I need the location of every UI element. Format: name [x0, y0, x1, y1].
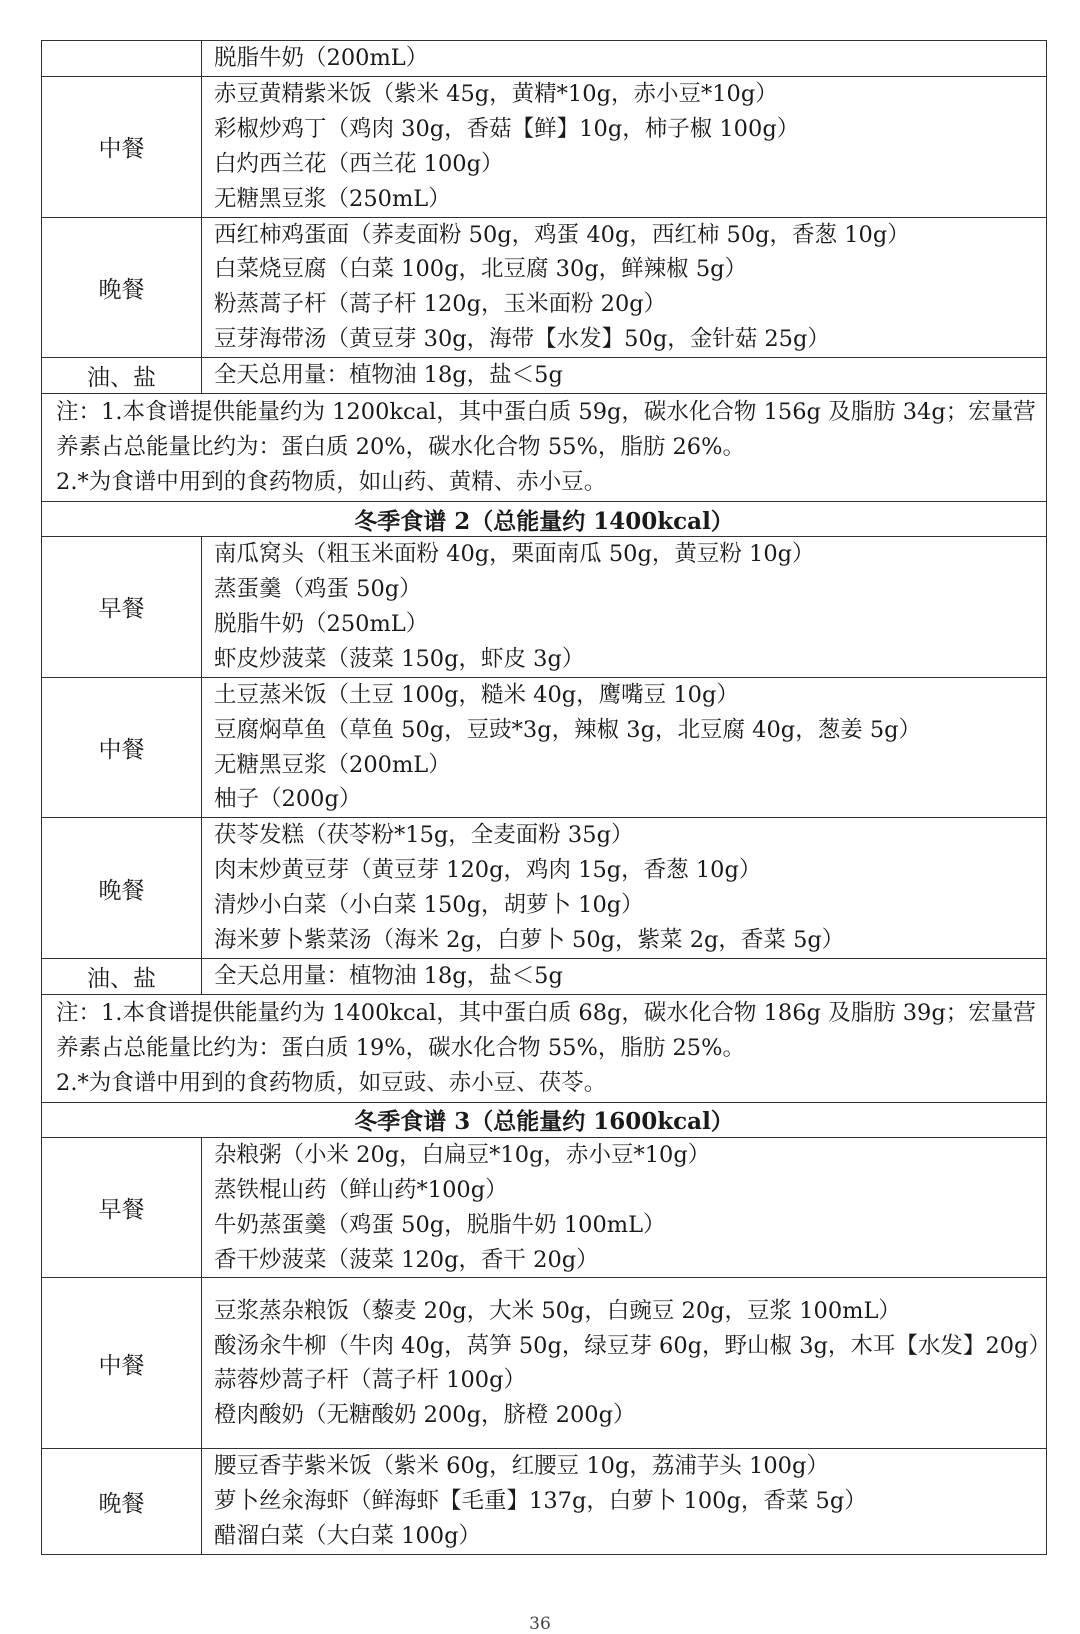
oil-salt-text: 全天总用量：植物油 18g，盐＜5g: [202, 958, 1047, 994]
table-row: [42, 958, 1047, 994]
winter-menu-table: [41, 40, 1051, 1555]
section-title: 冬季食谱 2（总能量约 1400kcal）: [42, 502, 1047, 537]
note-line: 注：1.本食谱提供能量约为 1400kcal，其中蛋白质 68g，碳水化合物 186g 及脂肪 39g；宏量营养素占总能量比约为：蛋白质 19%，碳水化合物 55%，脂肪 25%。: [56, 999, 1036, 1061]
menu-items: [202, 217, 1047, 358]
menu-item: 清炒小白菜（小白菜 150g，胡萝卜 10g）: [214, 892, 644, 919]
table-row: [42, 217, 1047, 358]
table-row: [42, 1137, 1047, 1278]
menu-items: [202, 76, 1047, 217]
menu-item: 脱脂牛奶（250mL）: [214, 610, 429, 637]
menu-item: 白菜烧豆腐（白菜 100g，北豆腐 30g，鲜辣椒 5g）: [214, 256, 748, 283]
table-row: [42, 994, 1047, 1102]
menu-items: [202, 1449, 1047, 1555]
meal-label-dinner: 晚餐: [42, 1449, 202, 1555]
menu-item: 杂粮粥（小米 20g，白扁豆*10g，赤小豆*10g）: [214, 1141, 711, 1168]
meal-label-empty: [42, 41, 202, 77]
menu-item: 白灼西兰花（西兰花 100g）: [214, 150, 504, 177]
menu-item: 蒸蛋羹（鸡蛋 50g）: [214, 575, 422, 602]
menu-item: 橙肉酸奶（无糖酸奶 200g，脐橙 200g）: [214, 1402, 636, 1429]
menu-item: 南瓜窝头（粗玉米面粉 40g，栗面南瓜 50g，黄豆粉 10g）: [214, 541, 815, 568]
table-row: [42, 1449, 1047, 1555]
menu-items: [202, 818, 1047, 959]
table-row: [42, 818, 1047, 959]
menu-items: [202, 537, 1047, 678]
menu-item: 无糖黑豆浆（250mL）: [214, 185, 451, 212]
meal-label-dinner: 晚餐: [42, 818, 202, 959]
menu-item: 萝卜丝汆海虾（鲜海虾【毛重】137g，白萝卜 100g，香菜 5g）: [214, 1488, 867, 1515]
table-row: [42, 41, 1047, 77]
menu-items: [202, 41, 1047, 77]
menu-item: 土豆蒸米饭（土豆 100g，糙米 40g，鹰嘴豆 10g）: [214, 681, 739, 708]
meal-label-lunch: 中餐: [42, 76, 202, 217]
meal-label-oil-salt: 油、盐: [42, 358, 202, 394]
menu-item: 西红柿鸡蛋面（荞麦面粉 50g，鸡蛋 40g，西红柿 50g，香葱 10g）: [214, 221, 910, 248]
section-title: 冬季食谱 3（总能量约 1600kcal）: [42, 1102, 1047, 1137]
page-number: 36: [529, 1614, 551, 1634]
oil-salt-text: 全天总用量：植物油 18g，盐＜5g: [202, 358, 1047, 394]
menu-items: [202, 1137, 1047, 1278]
note-line: 2.*为食谱中用到的食药物质，如豆豉、赤小豆、茯苓。: [56, 1069, 607, 1096]
meal-label-breakfast: 早餐: [42, 1137, 202, 1278]
menu-item: 蒜蓉炒蒿子杆（蒿子杆 100g）: [214, 1367, 527, 1394]
menu-item: 彩椒炒鸡丁（鸡肉 30g，香菇【鲜】10g，柿子椒 100g）: [214, 115, 800, 142]
menu-item: 海米萝卜紫菜汤（海米 2g，白萝卜 50g，紫菜 2g，香菜 5g）: [214, 927, 845, 954]
menu-item: 虾皮炒菠菜（菠菜 150g，虾皮 3g）: [214, 645, 585, 672]
meal-label-breakfast: 早餐: [42, 537, 202, 678]
table-row: [42, 502, 1047, 537]
table-row: [42, 76, 1047, 217]
table-row: [42, 537, 1047, 678]
menu-item: 赤豆黄精紫米饭（紫米 45g，黄精*10g，赤小豆*10g）: [214, 80, 778, 107]
meal-label-lunch: 中餐: [42, 677, 202, 818]
table-row: [42, 1278, 1047, 1449]
note-line: 2.*为食谱中用到的食药物质，如山药、黄精、赤小豆。: [56, 469, 607, 496]
nutrition-note: [42, 394, 1047, 502]
menu-item: 腰豆香芋紫米饭（紫米 60g，红腰豆 10g，荔浦芋头 100g）: [214, 1453, 829, 1480]
menu-item: 豆芽海带汤（黄豆芽 30g，海带【水发】50g，金针菇 25g）: [214, 326, 830, 353]
menu-item: 豆腐焖草鱼（草鱼 50g，豆豉*3g，辣椒 3g，北豆腐 40g，葱姜 5g）: [214, 716, 922, 743]
table-row: [42, 358, 1047, 394]
table-row: [42, 1102, 1047, 1137]
menu-item: 香干炒菠菜（菠菜 120g，香干 20g）: [214, 1246, 599, 1273]
meal-label-oil-salt: 油、盐: [42, 958, 202, 994]
note-line: 注：1.本食谱提供能量约为 1200kcal，其中蛋白质 59g，碳水化合物 156g 及脂肪 34g；宏量营养素占总能量比约为：蛋白质 20%，碳水化合物 55%，脂肪 26%。: [56, 399, 1036, 461]
table-row: [42, 394, 1047, 502]
menu-item: 无糖黑豆浆（200mL）: [214, 751, 451, 778]
menu-item: 酸汤汆牛柳（牛肉 40g，莴笋 50g，绿豆芽 60g，野山椒 3g，木耳【水发】20g）: [214, 1332, 1051, 1359]
menu-items: [202, 677, 1047, 818]
menu-item: 脱脂牛奶（200mL）: [214, 45, 429, 71]
nutrition-note: [42, 994, 1047, 1102]
menu-item: 豆浆蒸杂粮饭（藜麦 20g，大米 50g，白豌豆 20g，豆浆 100mL）: [214, 1297, 901, 1324]
menu-item: 肉末炒黄豆芽（黄豆芽 120g，鸡肉 15g，香葱 10g）: [214, 857, 762, 884]
meal-label-lunch: 中餐: [42, 1278, 202, 1449]
meal-label-dinner: 晚餐: [42, 217, 202, 358]
menu-item: 醋溜白菜（大白菜 100g）: [214, 1523, 482, 1550]
menu-items: [202, 1278, 1051, 1449]
menu-item: 蒸铁棍山药（鲜山药*100g）: [214, 1176, 508, 1203]
menu-item: 牛奶蒸蛋羹（鸡蛋 50g，脱脂牛奶 100mL）: [214, 1211, 666, 1238]
menu-item: 茯苓发糕（茯苓粉*15g，全麦面粉 35g）: [214, 822, 634, 849]
menu-item: 柚子（200g）: [214, 786, 362, 813]
menu-item: 粉蒸蒿子杆（蒿子杆 120g，玉米面粉 20g）: [214, 291, 667, 318]
table-row: [42, 677, 1047, 818]
